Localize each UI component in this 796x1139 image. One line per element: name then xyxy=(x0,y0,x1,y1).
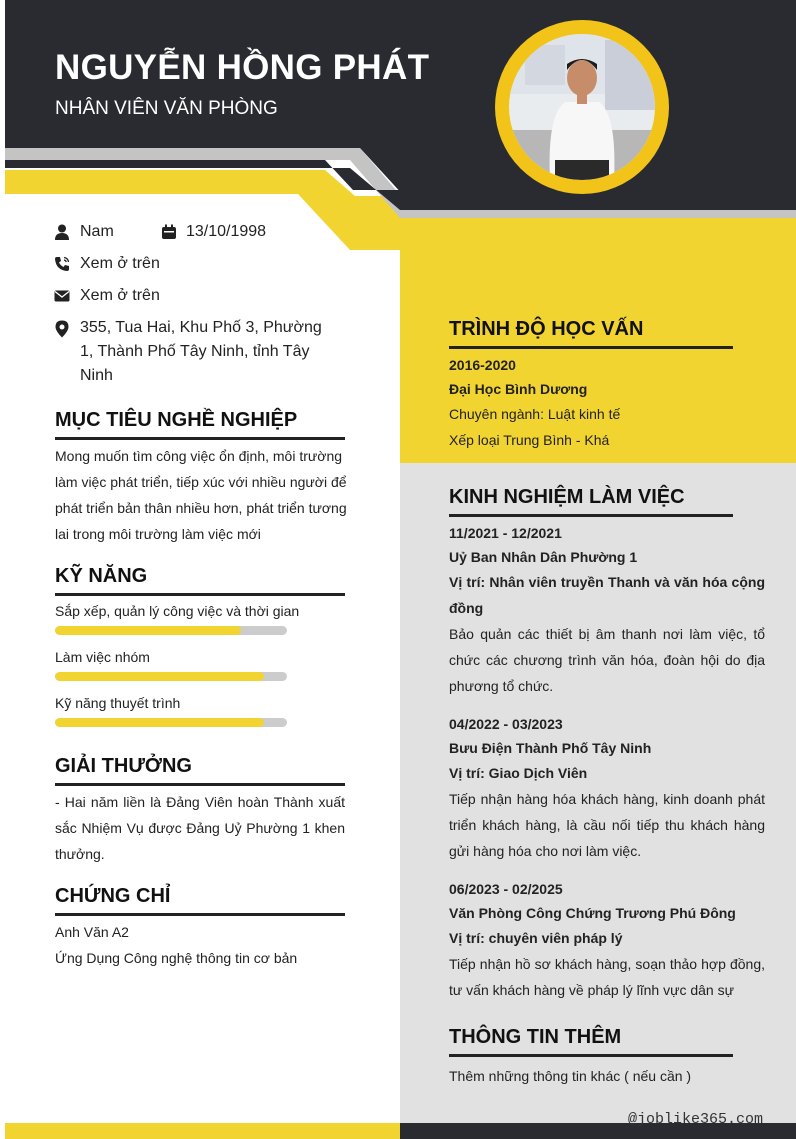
location-icon xyxy=(54,320,70,338)
certificates-list xyxy=(55,919,355,971)
skill-bar xyxy=(55,626,287,635)
job-description: phương tổ chức. xyxy=(449,678,554,694)
job-position: đồng xyxy=(449,600,484,616)
certificates-divider xyxy=(55,913,345,916)
job-position: Vị trí: Nhân viên truyền Thanh và văn hóa cộng xyxy=(449,574,765,590)
education-grade: Xếp loại Trung Bình - Khá xyxy=(449,432,610,448)
objective-divider xyxy=(55,437,345,440)
experience-divider xyxy=(449,514,733,517)
skills-divider xyxy=(55,593,345,596)
certificates-title: CHỨNG CHỈ xyxy=(55,885,171,907)
watermark: @joblike365.com xyxy=(628,1111,764,1128)
job-description: tư vấn khách hàng về pháp lý lĩnh vực dân sự xyxy=(449,982,734,998)
extra-text: Thêm những thông tin khác ( nếu cần ) xyxy=(449,1068,692,1084)
address-line: 1, Thành Phố Tây Ninh, tỉnh Tây xyxy=(80,343,310,360)
job-period: 04/2022 - 03/2023 xyxy=(449,716,563,732)
skill-label: Kỹ năng thuyết trình xyxy=(55,695,181,711)
user-icon xyxy=(54,224,70,240)
job-position: Vị trí: Giao Dịch Viên xyxy=(449,765,588,781)
phone-value: Xem ở trên xyxy=(80,255,160,272)
skill-label: Sắp xếp, quản lý công việc và thời gian xyxy=(55,603,300,619)
extra-title: THÔNG TIN THÊM xyxy=(449,1026,622,1048)
job-title: NHÂN VIÊN VĂN PHÒNG xyxy=(55,98,278,119)
job-company: Văn Phòng Công Chứng Trương Phú Đông xyxy=(449,905,736,921)
awards-divider xyxy=(55,783,345,786)
education-divider xyxy=(449,346,733,349)
extra-divider xyxy=(449,1054,733,1057)
education-major: Chuyên ngành: Luật kinh tế xyxy=(449,406,621,422)
skills-title: KỸ NĂNG xyxy=(55,565,148,587)
awards-text xyxy=(55,789,345,867)
job-description: Tiếp nhận hàng hóa khách hàng, kinh doanh phát xyxy=(449,791,765,807)
objective-title: MỤC TIÊU NGHỀ NGHIỆP xyxy=(55,409,298,431)
job-entry xyxy=(449,521,765,699)
job-description: Bảo quản các thiết bị âm thanh nơi làm việc, tổ xyxy=(449,626,765,642)
phone-icon xyxy=(54,256,70,272)
job-description: triển khách hàng, là cầu nối tiếp thu khách hàng xyxy=(449,817,765,833)
profile-photo xyxy=(495,20,669,194)
job-period: 06/2023 - 02/2025 xyxy=(449,881,563,897)
awards-line: thưởng. xyxy=(55,846,105,862)
gender-value: Nam xyxy=(80,223,114,240)
objective-line: lai trong môi trường làm việc mới xyxy=(55,526,261,542)
birthday-value: 13/10/1998 xyxy=(186,223,267,240)
objective-line: Mong muốn tìm công việc ổn định, môi trường xyxy=(55,448,343,464)
job-position: Vị trí: chuyên viên pháp lý xyxy=(449,930,623,946)
job-description: Tiếp nhận hồ sơ khách hàng, soạn thảo hợp đồng, xyxy=(449,956,765,972)
skill-label: Làm việc nhóm xyxy=(55,649,150,665)
awards-line: sắc Nhiệm Vụ được Đảng Uỷ Phường 1 khen xyxy=(55,820,345,836)
job-period: 11/2021 - 12/2021 xyxy=(449,525,562,541)
email-value: Xem ở trên xyxy=(80,287,160,304)
footer-bar-left xyxy=(5,1123,400,1139)
job-entry xyxy=(449,712,765,864)
objective-text xyxy=(55,443,355,547)
education-details xyxy=(449,353,769,453)
email-icon xyxy=(54,288,70,304)
job-description: chức các chương trình văn hóa, đoàn hội do địa xyxy=(449,652,765,668)
skill-bar-fill xyxy=(55,672,264,681)
job-description: gửi hàng hóa cho nơi làm việc. xyxy=(449,843,642,859)
address-value xyxy=(80,316,340,388)
calendar-icon xyxy=(161,224,177,240)
education-school: Đại Học Bình Dương xyxy=(449,381,588,397)
objective-line: phát triển bản thân nhiều hơn, phát triển tương xyxy=(55,500,347,516)
job-company: Bưu Điện Thành Phố Tây Ninh xyxy=(449,740,652,756)
candidate-name: NGUYỄN HỒNG PHÁT xyxy=(55,48,430,87)
objective-line: làm việc phát triển, tiếp xúc với nhiều người để xyxy=(55,474,347,490)
address-line: Ninh xyxy=(80,367,113,384)
experience-title: KINH NGHIỆM LÀM VIỆC xyxy=(449,486,685,508)
skill-bar-fill xyxy=(55,626,241,635)
address-line: 355, Tua Hai, Khu Phố 3, Phường xyxy=(80,319,322,336)
awards-line: - Hai năm liền là Đảng Viên hoàn Thành xuất xyxy=(55,794,345,810)
skill-bar xyxy=(55,718,287,727)
skill-bar-fill xyxy=(55,718,264,727)
certificate-item: Anh Văn A2 xyxy=(55,924,129,940)
certificate-item: Ứng Dụng Công nghệ thông tin cơ bản xyxy=(55,950,298,966)
skill-bar xyxy=(55,672,287,681)
awards-title: GIẢI THƯỞNG xyxy=(55,755,192,777)
education-period: 2016-2020 xyxy=(449,357,516,373)
education-title: TRÌNH ĐỘ HỌC VẤN xyxy=(449,318,644,340)
job-entry xyxy=(449,877,765,1003)
job-company: Uỷ Ban Nhân Dân Phường 1 xyxy=(449,549,638,565)
